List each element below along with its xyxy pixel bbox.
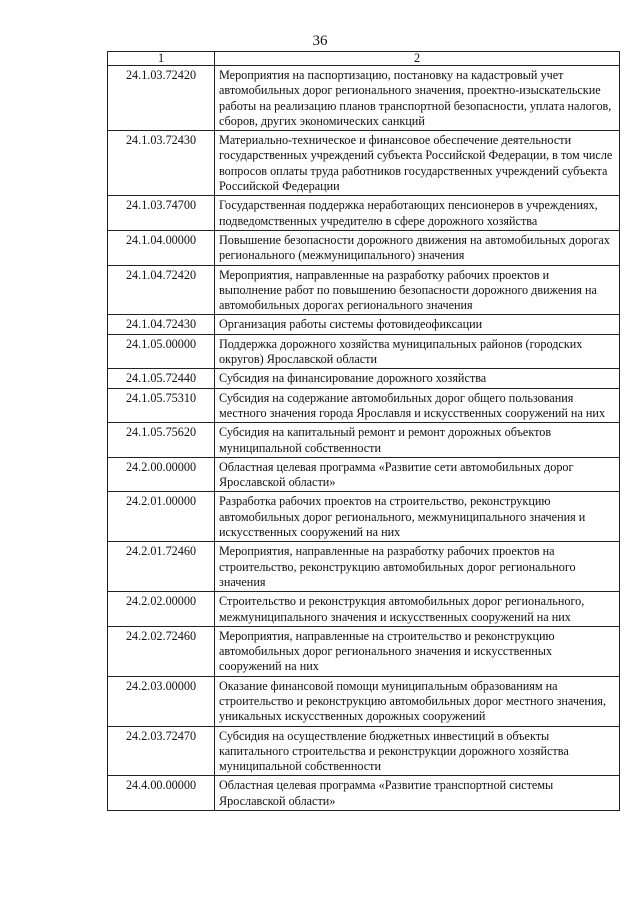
description-cell: Областная целевая программа «Развитие транспортной системы Ярославской области» [215,776,620,811]
table-row [108,131,620,196]
description-cell: Субсидия на финансирование дорожного хозяйства [215,369,620,388]
budget-code-cell: 24.1.05.72440 [108,369,215,388]
budget-code-cell: 24.2.03.00000 [108,676,215,726]
table-row [108,66,620,131]
table-row [108,457,620,492]
column-header-description: 2 [215,52,620,66]
table-row [108,726,620,776]
description-cell: Разработка рабочих проектов на строительство, реконструкцию автомобильных дорог регионального, межмуниципального значения и искусственных сооружений на них [215,492,620,542]
budget-code-cell: 24.1.04.72430 [108,315,215,334]
table-row [108,676,620,726]
description-cell: Государственная поддержка неработающих пенсионеров в учреждениях, подведомственных учредителю в сфере дорожного хозяйства [215,196,620,231]
table-row [108,542,620,592]
budget-code-cell: 24.2.01.00000 [108,492,215,542]
table-row [108,423,620,458]
description-cell: Областная целевая программа «Развитие сети автомобильных дорог Ярославской области» [215,457,620,492]
table-row [108,592,620,627]
description-cell: Субсидия на содержание автомобильных дорог общего пользования местного значения города Ярославля и искусственных сооружений на них [215,388,620,423]
budget-code-cell: 24.2.00.00000 [108,457,215,492]
budget-code-cell: 24.2.02.72460 [108,626,215,676]
table-row [108,369,620,388]
table-row [108,776,620,811]
table-row [108,265,620,315]
description-cell: Поддержка дорожного хозяйства муниципальных районов (городских округов) Ярославской области [215,334,620,369]
budget-code-cell: 24.2.03.72470 [108,726,215,776]
description-cell: Оказание финансовой помощи муниципальным образованиям на строительство и реконструкцию автомобильных дорог местного значения, уникальных искусственных дорожных сооружений [215,676,620,726]
budget-code-cell: 24.1.03.74700 [108,196,215,231]
table-row [108,196,620,231]
table-header-row [108,52,620,66]
budget-code-cell: 24.1.03.72420 [108,66,215,131]
table-row [108,492,620,542]
description-cell: Мероприятия, направленные на разработку рабочих проектов на строительство, реконструкцию автомобильных дорог регионального значения [215,542,620,592]
column-header-code: 1 [108,52,215,66]
description-cell: Субсидия на капитальный ремонт и ремонт дорожных объектов муниципальной собственности [215,423,620,458]
table-row [108,626,620,676]
budget-code-table [107,51,620,811]
description-cell: Строительство и реконструкция автомобильных дорог регионального, межмуниципального значения и искусственных сооружений на них [215,592,620,627]
description-cell: Повышение безопасности дорожного движения на автомобильных дорогах регионального (межмуниципального) значения [215,230,620,265]
table-row [108,230,620,265]
budget-code-cell: 24.4.00.00000 [108,776,215,811]
budget-code-cell: 24.1.05.75310 [108,388,215,423]
description-cell: Мероприятия, направленные на разработку рабочих проектов и выполнение работ по повышению безопасности дорожного движения на автомобильных дорогах регионального значения [215,265,620,315]
budget-code-cell: 24.1.05.75620 [108,423,215,458]
description-cell: Организация работы системы фотовидеофиксации [215,315,620,334]
budget-code-cell: 24.2.02.00000 [108,592,215,627]
table-row [108,334,620,369]
budget-code-cell: 24.1.05.00000 [108,334,215,369]
table-row [108,388,620,423]
description-cell: Мероприятия на паспортизацию, постановку на кадастровый учет автомобильных дорог регионального значения, проектно-изыскательские работы на реализацию планов транспортной безопасности, уплата налогов, сборов, других экономических санкций [215,66,620,131]
page-number: 36 [312,33,328,49]
description-cell: Материально-техническое и финансовое обеспечение деятельности государственных учреждений субъекта Российской Федерации, в том числе вопросов оплаты труда работников государственных учреждений субъекта Российской Федерации [215,131,620,196]
budget-code-cell: 24.1.04.00000 [108,230,215,265]
budget-code-cell: 24.1.03.72430 [108,131,215,196]
description-cell: Субсидия на осуществление бюджетных инвестиций в объекты капитального строительства и реконструкции дорожного хозяйства муниципальной собственности [215,726,620,776]
description-cell: Мероприятия, направленные на строительство и реконструкцию автомобильных дорог регионального значения и искусственных сооружений на них [215,626,620,676]
budget-code-cell: 24.2.01.72460 [108,542,215,592]
table-row [108,315,620,334]
budget-code-cell: 24.1.04.72420 [108,265,215,315]
